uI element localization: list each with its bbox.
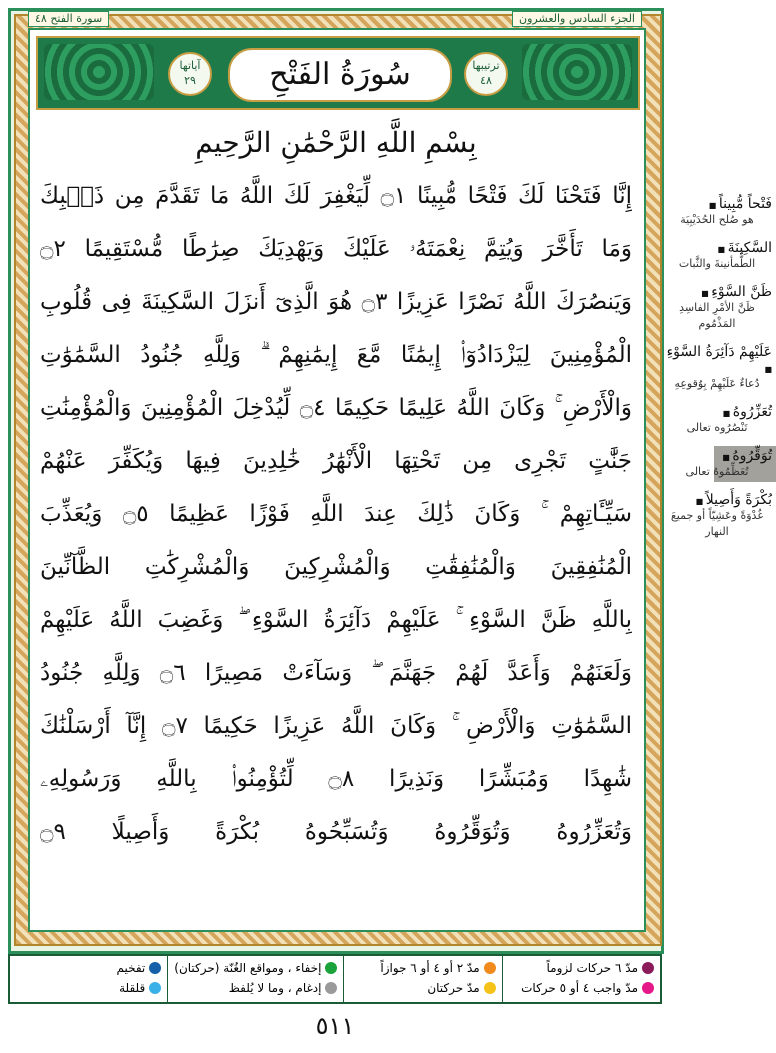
color-dot-icon [642,982,654,994]
color-dot-icon [325,982,337,994]
tajweed-legend [8,954,662,1004]
gloss-word: السَّكِينَةَ ■ [662,240,772,256]
legend-item [350,978,495,998]
ayat-badge [168,52,212,96]
legend-item [509,958,654,978]
order-badge [464,52,508,96]
surah-header [36,36,640,110]
gloss-word: ظَنَّ السَّوْءِ ■ [662,284,772,300]
color-dot-icon [484,982,496,994]
verse-line: جَنَّٰتٍ تَجْرِى مِن تَحْتِهَا الْأَنْهَٰرُ خَٰلِدِينَ فِيهَا وَيُكَفِّرَ عَنْهُمْ [40,448,632,474]
verse-line: شَٰهِدًا وَمُبَشِّرًا وَنَذِيرًا ۝٨ لِّتُؤْمِنُوا۟ بِاللَّهِ وَرَسُولِهِۦ [40,766,632,792]
legend-text: إخفاء ، ومواقع الغُنّة (حركتان) [174,961,322,975]
legend-text: إدغام ، وما لا يُلفظ [228,981,322,995]
gloss-meaning: غُدْوَةً وعَشِيّاً أو جميعَ النهار [670,509,764,538]
gloss-meaning: دُعاءٌ عَلَيْهِمْ بِوُقوعِهِ [674,377,760,390]
gloss-word: تُعَزِّرُوهُ ■ [662,404,772,420]
order-value: ٤٨ [480,74,492,87]
legend-item [16,978,161,998]
gloss-item [662,448,772,480]
color-dot-icon [642,962,654,974]
color-dot-icon [325,962,337,974]
verse-line: السَّمَٰوَٰتِ وَالْأَرْضِ ۚ وَكَانَ اللَّهُ عَزِيزًا حَكِيمًا ۝٧ إِنَّآ أَرْسَلْنَٰكَ [40,713,632,739]
basmala: بِسْمِ اللَّهِ الرَّحْمَٰنِ الرَّحِيمِ [195,126,477,159]
gloss-meaning: تَنْصُرُوه تعالى [686,421,748,434]
verse-line: وَالْأَرْضِ ۚ وَكَانَ اللَّهُ عَلِيمًا حَكِيمًا ۝٤ لِّيُدْخِلَ الْمُؤْمِنِينَ وَالْمُؤْمِنَٰتِ [40,395,632,421]
verse-line: بِاللَّهِ ظَنَّ السَّوْءِ ۚ عَلَيْهِمْ دَآئِرَةُ السَّوْءِ ۖ وَغَضِبَ اللَّهُ عَلَيْهِمْ [40,607,632,633]
verse-line: وَمَا تَأَخَّرَ وَيُتِمَّ نِعْمَتَهُۥ عَلَيْكَ وَيَهْدِيَكَ صِرَٰطًا مُّسْتَقِيمًا ۝٢ [40,236,632,262]
ayat-value: ٢٩ [184,74,196,87]
gloss-item [662,284,772,332]
verse-line: الْمُنَٰفِقِينَ وَالْمُنَٰفِقَٰتِ وَالْمُشْرِكِينَ وَالْمُشْرِكَٰتِ الظَّآنِّينَ [40,554,632,580]
legend-item [509,978,654,998]
legend-text: تفخيم [116,961,146,975]
gloss-item [662,404,772,436]
legend-column [502,956,660,1002]
legend-column [343,956,501,1002]
gloss-meaning: تُعَظِّمُوهُ تعالى [685,465,749,478]
legend-text: مدّ واجب ٤ أو ٥ حركات [521,981,638,995]
verse-lines [40,170,632,859]
color-dot-icon [149,962,161,974]
top-strip [28,10,642,28]
verse-line: الْمُؤْمِنِينَ لِيَزْدَادُوٓا۟ إِيمَٰنًا مَّعَ إِيمَٰنِهِمْ ۗ وَلِلَّهِ جُنُودُ السَّمَٰوَٰتِ [40,342,632,368]
gloss-meaning: هو صُلح الحُدَيْبِيَة [680,213,754,226]
gloss-item [662,492,772,540]
legend-item [174,958,337,978]
page-number: ٥١١ [315,1012,355,1040]
color-dot-icon [484,962,496,974]
gloss-item [662,344,772,392]
verse-line: وَيَنصُرَكَ اللَّهُ نَصْرًا عَزِيزًا ۝٣ هُوَ الَّذِىٓ أَنزَلَ السَّكِينَةَ فِى قُلُوبِ [40,289,632,315]
gloss-word: بُكْرَةً وَأَصِيلاً ■ [662,492,772,508]
gloss-meaning: الطُّمأنينةَ والثَّبات [678,257,756,270]
legend-column [10,956,167,1002]
legend-text: مدّ ٦ حركات لزوماً [546,961,638,975]
legend-text: مدّ حركتان [427,981,480,995]
gloss-word: فَتْحاً مُّبِيناً ■ [662,196,772,212]
legend-text: قلقلة [119,981,146,995]
surah-title: سُورَةُ الفَتْحِ [228,48,452,102]
legend-text: مدّ ٢ أو ٤ أو ٦ جوازاً [380,961,480,975]
verse-line: سَيِّـَٔاتِهِمْ ۚ وَكَانَ ذَٰلِكَ عِندَ اللَّهِ فَوْزًا عَظِيمًا ۝٥ وَيُعَذِّبَ [40,501,632,527]
ayat-label: آياتها [179,59,201,72]
verse-line: وَلَعَنَهُمْ وَأَعَدَّ لَهُمْ جَهَنَّمَ ۖ وَسَآءَتْ مَصِيرًا ۝٦ وَلِلَّهِ جُنُودُ [40,660,632,686]
legend-column [167,956,343,1002]
order-label: ترتيبها [472,59,500,72]
legend-item [16,958,161,978]
legend-item [174,978,337,998]
legend-item [350,958,495,978]
ornament-left-icon [44,44,154,100]
gloss-item [662,196,772,228]
juz-tag: الجزء السادس والعشرون [512,11,642,27]
verse-line: إِنَّا فَتَحْنَا لَكَ فَتْحًا مُّبِينًا ۝١ لِّيَغْفِرَ لَكَ اللَّهُ مَا تَقَدَّمَ مِن ذَنۢبِكَ [40,183,632,209]
gloss-word: عَلَيْهِمْ دَآئِرَةُ السَّوْءِ ■ [662,344,772,376]
surah-tag: سورة الفتح ٤٨ [28,11,109,27]
ornament-right-icon [522,44,632,100]
gloss-word: تُوَقِّرُوهُ ■ [662,448,772,464]
color-dot-icon [149,982,161,994]
glossary-margin [662,196,772,552]
gloss-item [662,240,772,272]
verse-line: وَتُعَزِّرُوهُ وَتُوَقِّرُوهُ وَتُسَبِّحُوهُ بُكْرَةً وَأَصِيلًا ۝٩ [40,819,632,845]
gloss-meaning: ظَنَّ الأمْرِ الفاسِدِ المَذْمُوم [679,301,755,330]
